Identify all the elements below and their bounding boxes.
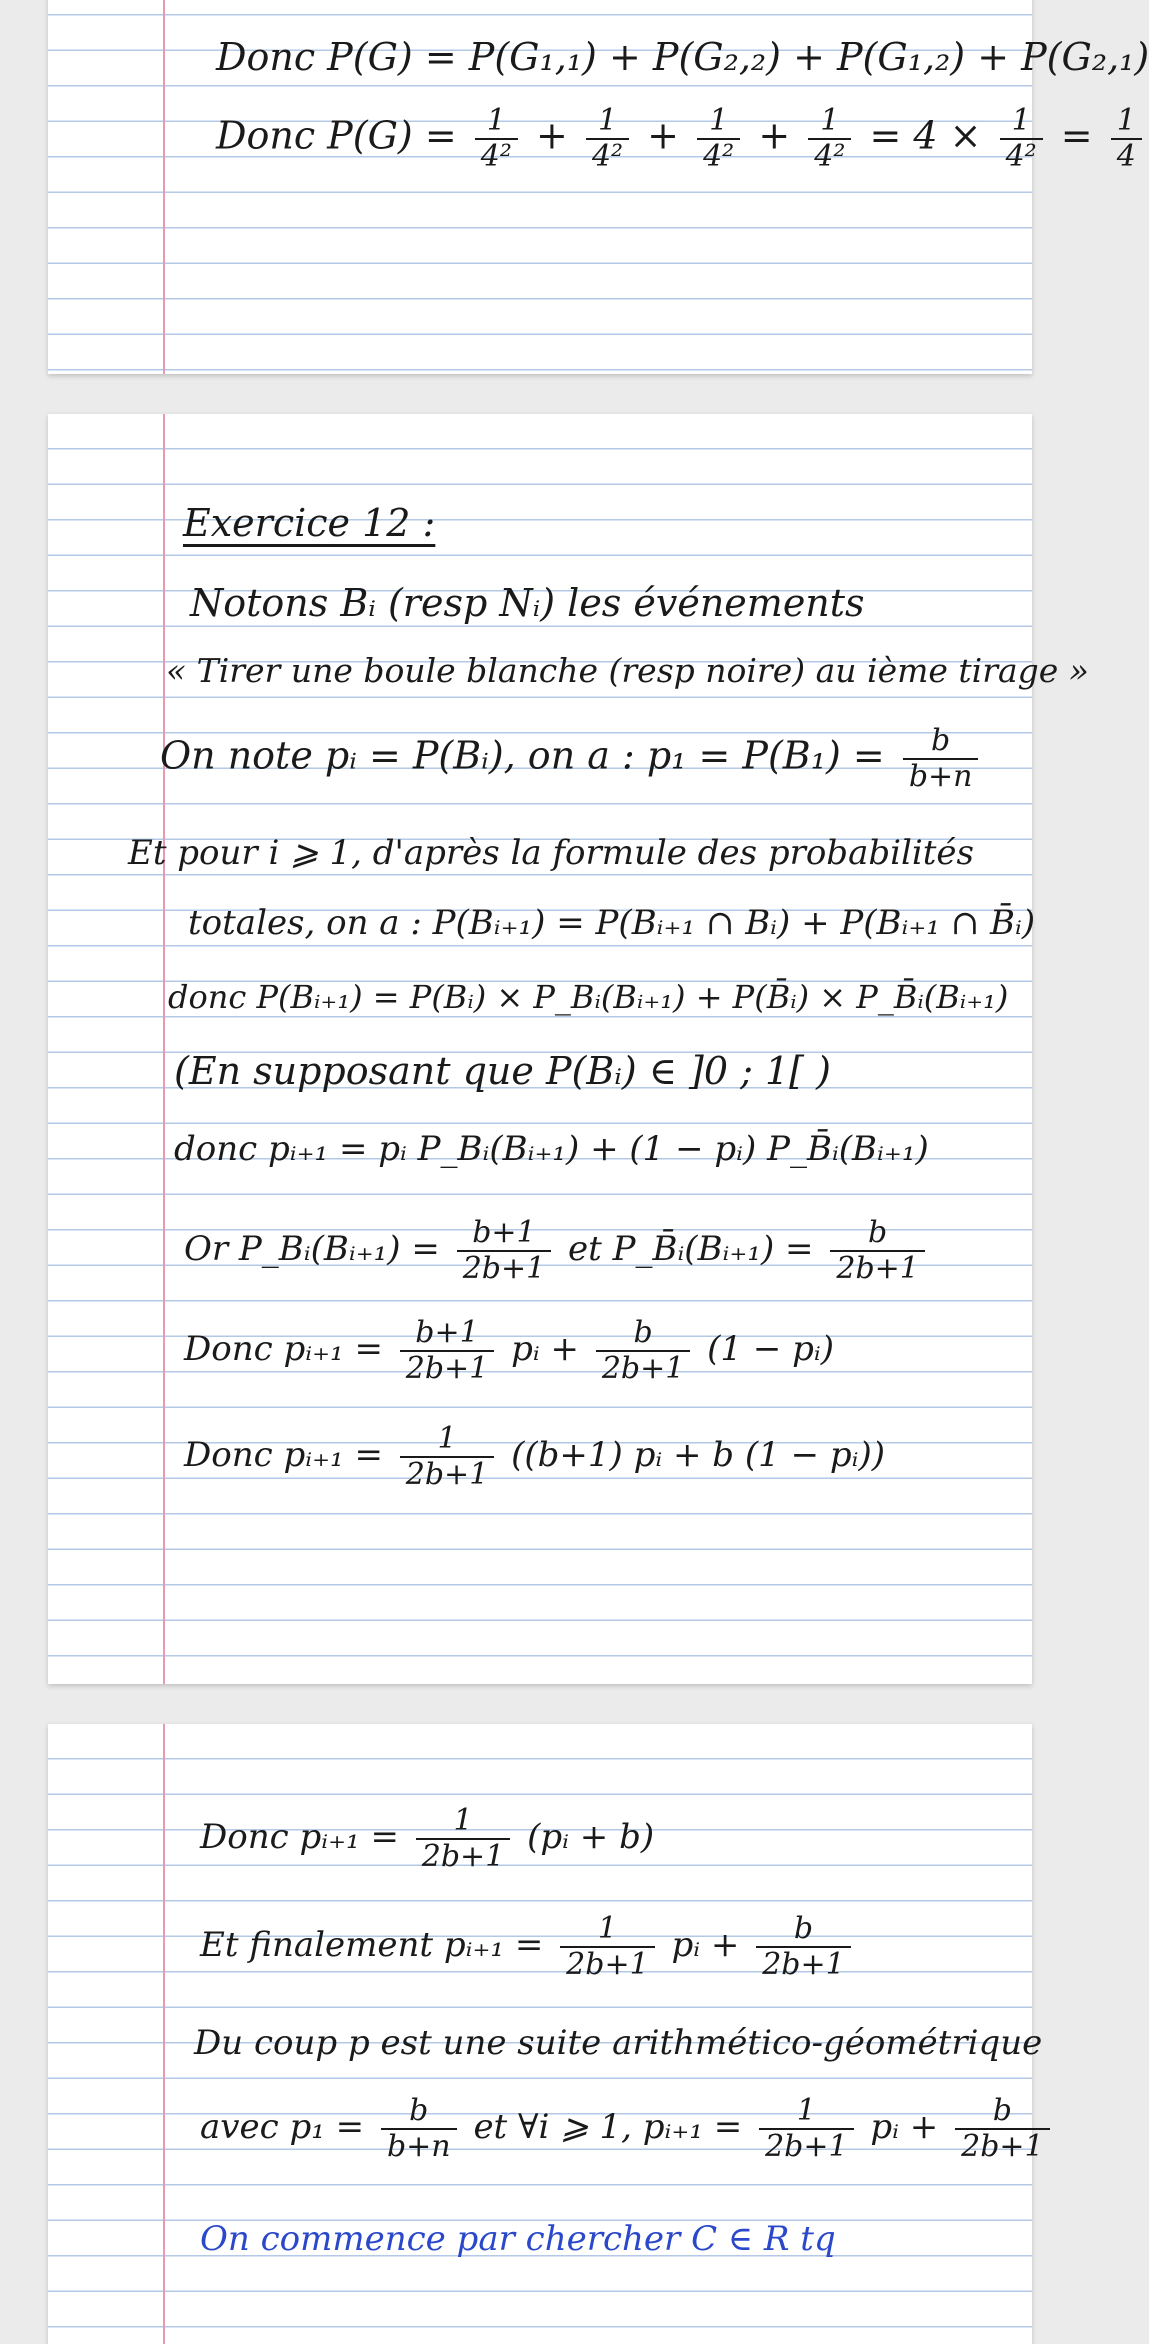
- fraction: $\frac{1}{\text{4²}}$: [697, 104, 740, 174]
- fraction: $\frac{b}{2b+1}$: [756, 1912, 851, 1982]
- text-on-commence: On commence par chercher C ∈ R tq: [200, 2219, 836, 2259]
- eq-p-next: donc pᵢ₊₁ = pᵢ P_Bᵢ(Bᵢ₊₁) + (1 − pᵢ) P_B̄ᵢ(Bᵢ₊₁): [174, 1129, 929, 1169]
- fraction: $\frac{1}{\text{4²}}$: [475, 104, 518, 174]
- eq-conditional: donc P(Bᵢ₊₁) = P(Bᵢ) × P_Bᵢ(Bᵢ₊₁) + P(B̄ᵢ) × P_B̄ᵢ(Bᵢ₊₁): [168, 978, 1009, 1016]
- fraction: $\frac{1}{\text{4²}}$: [586, 104, 629, 174]
- eq-total-prob: totales, on a : P(Bᵢ₊₁) = P(Bᵢ₊₁ ∩ Bᵢ) + P(Bᵢ₊₁ ∩ B̄ᵢ): [188, 903, 1036, 943]
- fraction: $\frac{b+1}{2b+1}$: [400, 1316, 495, 1386]
- fraction: $\frac{b}{2b+1}$: [596, 1316, 691, 1386]
- eq-or: Or P_Bᵢ(Bᵢ₊₁) = $\frac{b+1}{2b+1}$ et P_B̄ᵢ(Bᵢ₊₁) = $\frac{b}{2b+1}$: [184, 1216, 931, 1286]
- eq-donc-3: Donc pᵢ₊₁ = $\frac{1}{2b+1}$ (pᵢ + b): [200, 1803, 655, 1874]
- text-notons: Notons Bᵢ (resp Nᵢ) les événements: [190, 581, 865, 625]
- notebook-page-3: [48, 1724, 1044, 2344]
- text-et-pour: Et pour i ⩾ 1, d'après la formule des probabilités: [128, 833, 974, 873]
- eq-p-g-sum: Donc P(G) = P(G₁,₁) + P(G₂,₂) + P(G₁,₂) + P(G₂,₁): [216, 35, 1149, 79]
- margin-line: [163, 1724, 165, 2344]
- eq-donc-1: Donc pᵢ₊₁ = $\frac{b+1}{2b+1}$ pᵢ + $\frac{b}{2b+1}$ (1 − pᵢ): [184, 1315, 835, 1386]
- fraction: $\frac{b}{2b+1}$: [830, 1216, 925, 1286]
- eq-p-g-value: Donc P(G) = $\frac{1}{\text{4²}}$ + $\frac{1}{\text{4²}}$ + $\frac{1}{\text{4²}}$ + $\frac{1}{\text{4²}}$ = 4 × $\frac{1}{\text{4²}}$ = $\frac{1}{4}$: [216, 104, 1148, 174]
- eq-p1: On note pᵢ = P(Bᵢ), on a : p₁ = P(B₁) = $\frac{b}{b+n}$: [160, 724, 984, 794]
- fraction: $\frac{1}{2b+1}$: [400, 1422, 495, 1492]
- fraction: $\frac{1}{2b+1}$: [416, 1804, 511, 1874]
- fraction: $\frac{b}{b+n}$: [903, 724, 979, 794]
- text-du-coup: Du coup p est une suite arithmético-géométrique: [194, 2023, 1043, 2063]
- eq-finalement: Et finalement pᵢ₊₁ = $\frac{1}{2b+1}$ pᵢ + $\frac{b}{2b+1}$: [200, 1912, 857, 1982]
- eq-avec: avec p₁ = $\frac{b}{b+n}$ et ∀i ⩾ 1, pᵢ₊₁ = $\frac{1}{2b+1}$ pᵢ + $\frac{b}{2b+1}$: [200, 2094, 1056, 2164]
- text-supposant: (En supposant que P(Bᵢ) ∈ ]0 ; 1[ ): [174, 1049, 831, 1093]
- exercise-title: Exercice 12 :: [183, 501, 436, 545]
- fraction: $\frac{1}{4}$: [1111, 104, 1142, 174]
- margin-line: [163, 0, 165, 374]
- fraction: $\frac{b}{2b+1}$: [955, 2094, 1050, 2164]
- notebook-page-2: [48, 414, 1090, 1684]
- fraction: $\frac{b+1}{2b+1}$: [457, 1216, 552, 1286]
- eq-donc-2: Donc pᵢ₊₁ = $\frac{1}{2b+1}$ ((b+1) pᵢ + b (1 − pᵢ)): [184, 1421, 885, 1492]
- text-tirer: « Tirer une boule blanche (resp noire) au ième tirage »: [166, 651, 1090, 690]
- fraction: $\frac{1}{2b+1}$: [560, 1912, 655, 1982]
- fraction: $\frac{b}{b+n}$: [381, 2094, 457, 2164]
- notebook-page-1: [48, 0, 1149, 374]
- fraction: $\frac{1}{2b+1}$: [759, 2094, 854, 2164]
- fraction: $\frac{1}{\text{4²}}$: [808, 104, 851, 174]
- margin-line: [163, 414, 165, 1684]
- fraction: $\frac{1}{\text{4²}}$: [1000, 104, 1043, 174]
